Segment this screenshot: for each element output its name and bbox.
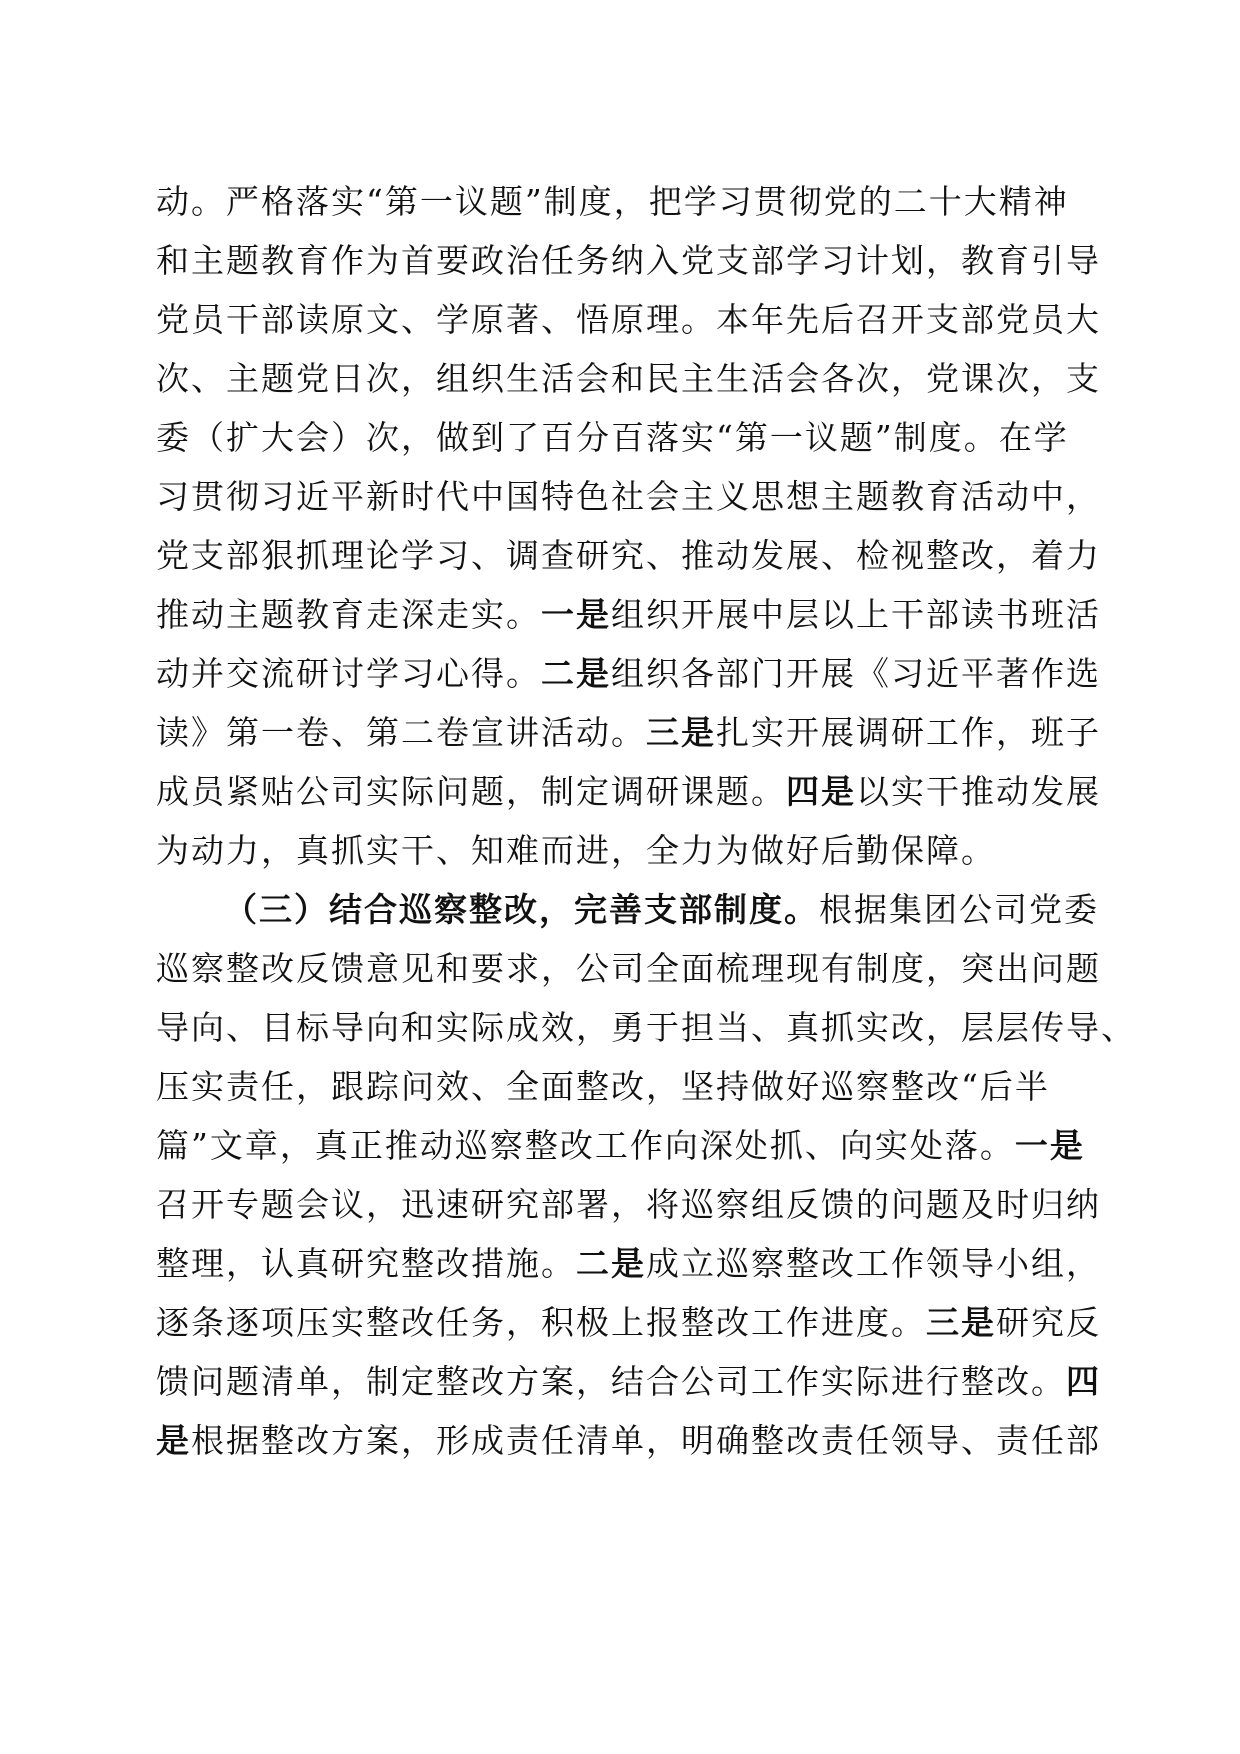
text-line	[156, 1175, 1101, 1234]
bold-text-segment: 二是	[576, 1244, 646, 1283]
text-segment: 馈问题清单，制定整改方案，结合公司工作实际进行整改。	[156, 1362, 1066, 1401]
text-line	[156, 1057, 1096, 1116]
text-line	[156, 939, 1101, 998]
text-segment: 动。严格落实“第一议题”制度，把学习贯彻党的二十大精神	[156, 182, 1069, 221]
text-line	[156, 408, 1096, 467]
text-segment: 以实干推动发展	[856, 772, 1101, 811]
bold-text-segment: 一是	[1014, 1126, 1085, 1165]
text-segment: 整理，认真研究整改措施。	[156, 1244, 576, 1283]
text-line	[156, 1234, 1101, 1293]
bold-text-segment: 是	[156, 1421, 191, 1460]
text-segment: 和主题教育作为首要政治任务纳入党支部学习计划，教育引导	[156, 241, 1101, 280]
text-line	[156, 585, 1101, 644]
text-segment: 篇”文章，真正推动巡察整改工作向深处抓、向实处落。	[156, 1126, 1015, 1165]
body-text	[156, 172, 1136, 1470]
text-line	[156, 1352, 1101, 1411]
text-segment: 习贯彻习近平新时代中国特色社会主义思想主题教育活动中，	[156, 477, 1101, 516]
text-line	[156, 821, 1096, 880]
text-line	[156, 349, 1101, 408]
text-line	[156, 1293, 1101, 1352]
text-line	[156, 467, 1101, 526]
text-line	[156, 998, 1136, 1057]
bold-text-segment: 四	[1066, 1362, 1101, 1401]
text-line	[156, 762, 1101, 821]
bold-text-segment: 三是	[926, 1303, 996, 1342]
text-line	[156, 231, 1101, 290]
text-segment: 研究反	[996, 1303, 1101, 1342]
text-segment: 动并交流研讨学习心得。	[156, 654, 541, 693]
text-segment: 为动力，真抓实干、知难而进，全力为做好后勤保障。	[156, 831, 996, 870]
text-segment: 推动主题教育走深走实。	[156, 595, 541, 634]
bold-text-segment: 二是	[541, 654, 611, 693]
text-line	[156, 290, 1101, 349]
text-segment: 党支部狠抓理论学习、调查研究、推动发展、检视整改，着力	[156, 536, 1101, 575]
text-line	[156, 172, 1096, 231]
text-line	[156, 1116, 1096, 1175]
text-segment: 次、主题党日次，组织生活会和民主生活会各次，党课次，支	[156, 359, 1101, 398]
text-line	[156, 703, 1101, 762]
bold-text-segment: 一是	[541, 595, 611, 634]
text-segment: 召开专题会议，迅速研究部署，将巡察组反馈的问题及时归纳	[156, 1185, 1101, 1224]
text-segment: 巡察整改反馈意见和要求，公司全面梳理现有制度，突出问题	[156, 949, 1101, 988]
text-segment: 压实责任，跟踪问效、全面整改，坚持做好巡察整改“后半	[156, 1067, 1050, 1106]
text-segment: 组织各部门开展《习近平著作选	[611, 654, 1101, 693]
text-segment: 扎实开展调研工作，班子	[716, 713, 1101, 752]
text-line	[156, 880, 1099, 939]
text-segment: 导向、目标导向和实际成效，勇于担当、真抓实改，层层传导、	[156, 1008, 1136, 1047]
bold-text-segment: （三）结合巡察整改，完善支部制度。	[224, 890, 819, 929]
text-segment: 党员干部读原文、学原著、悟原理。本年先后召开支部党员大	[156, 300, 1101, 339]
text-segment: 逐条逐项压实整改任务，积极上报整改工作进度。	[156, 1303, 926, 1342]
text-segment: 根据集团公司党委	[819, 890, 1099, 929]
bold-text-segment: 四是	[786, 772, 856, 811]
text-line	[156, 526, 1101, 585]
text-segment: 根据整改方案，形成责任清单，明确整改责任领导、责任部	[191, 1421, 1101, 1460]
text-line	[156, 644, 1101, 703]
text-segment: 成员紧贴公司实际问题，制定调研课题。	[156, 772, 786, 811]
bold-text-segment: 三是	[646, 713, 716, 752]
text-segment: 读》第一卷、第二卷宣讲活动。	[156, 713, 646, 752]
text-segment: 委（扩大会）次，做到了百分百落实“第一议题”制度。在学	[156, 418, 1069, 457]
text-segment: 成立巡察整改工作领导小组，	[646, 1244, 1101, 1283]
text-segment: 组织开展中层以上干部读书班活	[611, 595, 1101, 634]
text-line	[156, 1411, 1101, 1470]
